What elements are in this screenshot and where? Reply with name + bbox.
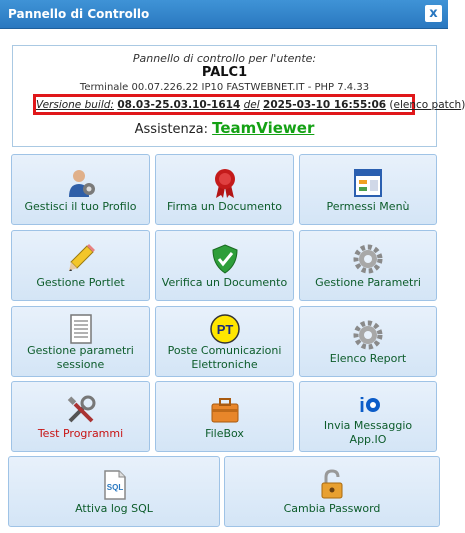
toolbox-icon (209, 394, 241, 426)
tile-label: Gestione parametri sessione (27, 344, 134, 371)
terminal-info: Terminale 00.07.226.22 IP10 FASTWEBNET.IT - PHP 7.4.33 (79, 82, 370, 93)
close-button[interactable] (425, 5, 442, 22)
ribbon-seal-icon (209, 167, 241, 199)
assistance-line (13, 119, 436, 137)
build-value: 08.03-25.03.10-1614 (117, 99, 241, 111)
menu-window-icon (352, 167, 384, 199)
tile-elenco-report[interactable] (299, 306, 437, 377)
tile-label: FileBox (205, 427, 244, 440)
tile-gestione-portlet[interactable] (11, 230, 150, 301)
panel-intro: Pannello di controllo per l'utente: (132, 52, 317, 65)
build-del: del (243, 99, 260, 111)
user-profile-icon (65, 167, 97, 199)
sql-file-icon (98, 469, 130, 501)
tile-label: Cambia Password (283, 502, 381, 515)
tile-label: Elenco Report (329, 352, 407, 365)
tile-label: Permessi Menù (326, 200, 410, 213)
tile-label: Poste Comunicazioni Elettroniche (167, 344, 282, 371)
tile-gestione-parametri[interactable] (299, 230, 437, 301)
build-label: Versione build: (36, 99, 114, 111)
tile-filebox[interactable] (155, 381, 294, 452)
gear-icon (352, 319, 384, 351)
pt-logo-icon (209, 313, 241, 345)
tile-gestisci-profilo[interactable] (11, 154, 150, 225)
shield-check-icon (209, 243, 241, 275)
tile-gestione-parametri-sessione[interactable] (11, 306, 150, 377)
tile-label: Gestisci il tuo Profilo (24, 200, 137, 213)
tile-label: Gestione Portlet (36, 276, 125, 289)
username: PALC1 (201, 65, 248, 80)
tile-firma-documento[interactable] (155, 154, 294, 225)
tile-invia-messaggio-appio[interactable] (299, 381, 437, 452)
tile-label: Verifica un Documento (161, 276, 288, 289)
build-version-line (36, 99, 465, 111)
gear-icon (352, 243, 384, 275)
pt-logo-text: PT (216, 322, 233, 337)
tile-label: Firma un Documento (166, 200, 283, 213)
tile-permessi-menu[interactable] (299, 154, 437, 225)
tile-test-programmi[interactable] (11, 381, 150, 452)
sql-file-text: SQL (106, 483, 124, 492)
patch-list-link[interactable]: elenco patch (393, 99, 462, 111)
tile-cambia-password[interactable] (224, 456, 440, 527)
tile-label: Attiva log SQL (75, 502, 153, 515)
tile-label: Gestione Parametri (315, 276, 421, 289)
teamviewer-link[interactable]: TeamViewer (212, 119, 315, 137)
close-icon: x (429, 6, 438, 21)
tile-attiva-log-sql[interactable] (8, 456, 220, 527)
tile-verifica-documento[interactable] (155, 230, 294, 301)
patch-open: ( (389, 99, 394, 111)
window-titlebar (0, 0, 448, 29)
user-info-panel (12, 45, 465, 147)
app-io-icon (352, 388, 384, 420)
tile-poste-comunicazioni[interactable] (155, 306, 294, 377)
svg-text:i: i (359, 395, 365, 417)
pencil-icon (65, 243, 97, 275)
window-title: Pannello di Controllo (8, 7, 150, 21)
assistance-label: Assistenza: (134, 122, 208, 137)
patch-close: ) (461, 99, 465, 111)
tile-label: Invia Messaggio App.IO (323, 419, 413, 446)
tools-icon (65, 394, 97, 426)
padlock-icon (316, 469, 348, 501)
document-list-icon (65, 313, 97, 345)
tile-label: Test Programmi (37, 427, 124, 440)
build-date: 2025-03-10 16:55:06 (263, 99, 387, 111)
build-highlight-box (33, 94, 465, 115)
